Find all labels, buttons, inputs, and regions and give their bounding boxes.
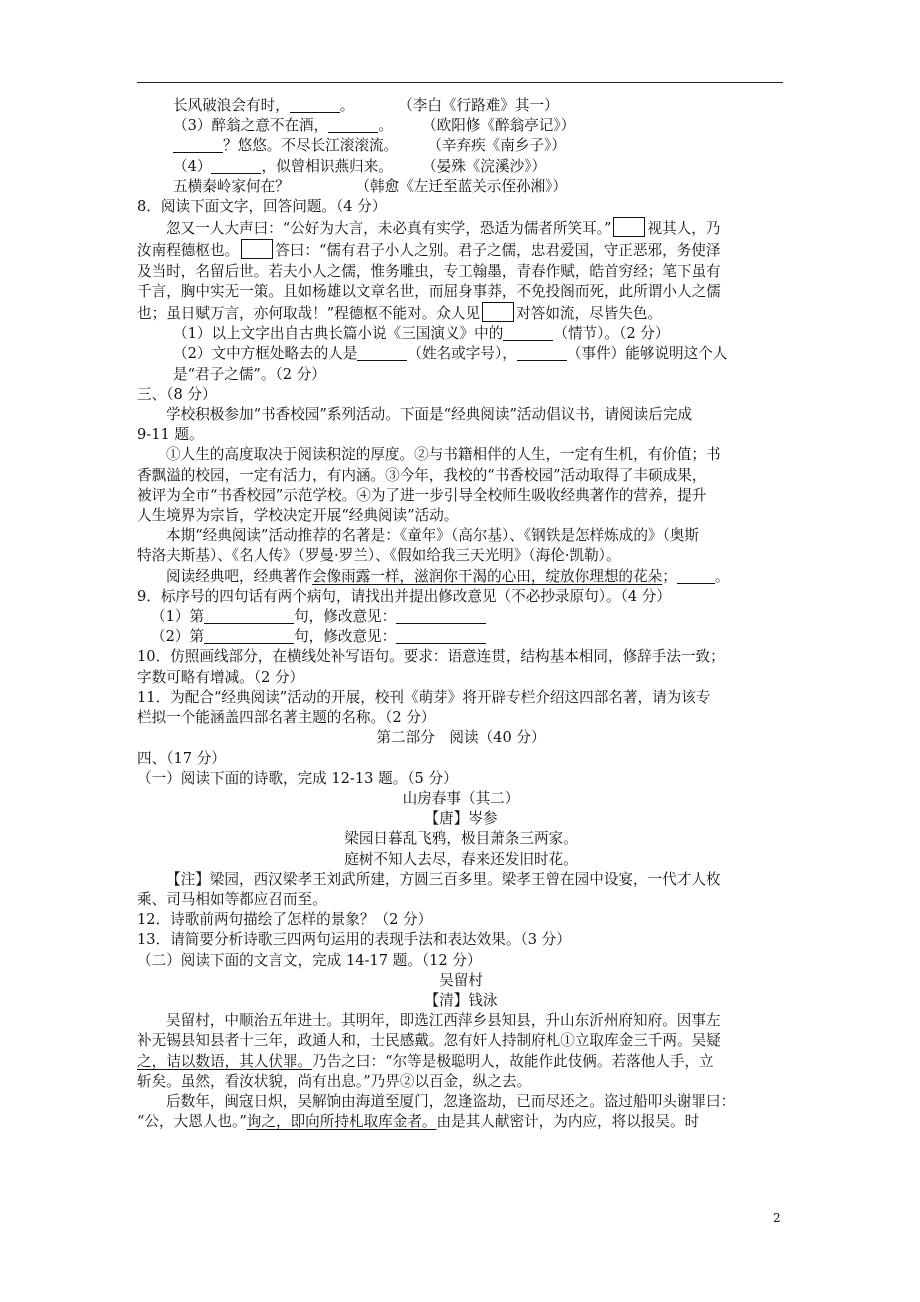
section-heading: 四、（17 分） <box>137 749 226 767</box>
answer-blank <box>211 158 261 174</box>
text: （2）文中方框处略去的人是 <box>173 345 358 363</box>
text: ？悠悠。不尽长江滚滚流。 （辛弃疾《南乡子》） <box>223 137 566 155</box>
passage-line: 千言，胸中实无一策。且如杨雄以文章名世，而屈身事莽，不免投阁而死，此所谓小人之儒 <box>137 282 721 300</box>
answer-blank <box>204 608 294 624</box>
text: （4） <box>173 157 212 175</box>
omitted-name-box <box>241 239 273 259</box>
poem-author: 【唐】岑参 <box>424 810 498 828</box>
note-line: 【注】梁园，西汉梁孝王刘武所建，方圆三百多里。梁孝王曾在园中设宴，一代才人枚 <box>166 870 721 888</box>
text: 阅读经典吧，经典著作 <box>166 567 312 585</box>
question-line: 栏拟一个能涵盖四部名著主题的名称。（2 分） <box>137 709 436 727</box>
part-heading: 第二部分 阅读（40 分） <box>376 729 546 747</box>
answer-blank <box>396 628 486 644</box>
text: 。 （欧阳修《醉翁亭记》） <box>378 117 576 135</box>
answer-blank <box>328 117 378 133</box>
text: “公，大恩人也。” <box>137 1113 247 1131</box>
question-heading: 11．为配合“经典阅读”活动的开展，校刊《萌芽》将开辟专栏介绍这四部名著，请为该专 <box>137 688 711 706</box>
text: ； <box>662 567 677 585</box>
passage-line: 本期“经典阅读”活动推荐的名著是：《童年》（高尔基）、《钢铁是怎样炼成的》（奥斯 <box>166 527 699 545</box>
document-body <box>137 96 785 1132</box>
passage-line: 后数年，闽寇日炽，吴解饷由海道至厦门，忽逢盗劫，已而尽还之。盗过船叩头谢罪曰： <box>166 1092 736 1110</box>
passage-line: 特洛夫斯基）、《名人传》（罗曼·罗兰）、《假如给我三天光明》（海伦·凯勒）。 <box>137 547 621 565</box>
sub-question <box>137 627 785 647</box>
passage-line: 学校积极参加“书香校园”系列活动。下面是“经典阅读”活动倡议书，请阅读后完成 <box>166 406 693 424</box>
answer-blank <box>503 325 553 341</box>
text: 乃告之曰：“尔等是极聪明人，故能作此伎俩。若落他人手，立 <box>312 1052 714 1070</box>
answer-blank <box>204 628 294 644</box>
answer-blank <box>173 137 223 153</box>
text: 忽又一人大声曰：“公好为大言，未必真有实学，恐适为儒者所笑耳。” <box>166 220 612 238</box>
text: 汝南程德枢也。 <box>137 242 240 260</box>
omitted-name-box <box>482 302 514 322</box>
underlined-text: 询之，即向所持札取库金者。 <box>246 1113 437 1131</box>
text: 视其人，乃 <box>647 220 721 238</box>
text: 长风破浪会有时， <box>173 97 290 114</box>
sub-question <box>137 344 785 364</box>
passage-line <box>137 302 785 324</box>
question-heading: 13．请简要分析诗歌三四两句运用的表现手法和表达效果。（3 分） <box>137 931 571 949</box>
omitted-name-box <box>613 217 645 237</box>
poem-line: 梁园日暮乱飞鸦，极目萧条三两家。 <box>344 830 578 848</box>
sub-question: 是“君子之儒”。（2 分） <box>173 365 326 383</box>
answer-blank <box>396 608 486 624</box>
passage-line <box>137 567 785 587</box>
text: （事件）能够说明这个人 <box>566 345 728 363</box>
passage-line <box>137 1052 785 1072</box>
section-subheading: （一）阅读下面的诗歌，完成 12-13 题。（5 分） <box>137 769 458 787</box>
question-heading: 10．仿照画线部分，在横线处补写语句。要求：语意连贯，结构基本相同，修辞手法一致； <box>137 648 725 666</box>
text: （情节）。（2 分） <box>553 325 670 343</box>
passage-line <box>137 217 785 239</box>
text: （2）第 <box>151 628 205 646</box>
passage-line: 香飘溢的校园，一定有活力，有内涵。③今年，我校的“书香校园”活动取得了丰硕成果， <box>137 466 707 484</box>
text: （1）第 <box>151 608 205 626</box>
text: 答曰：“儒有君子小人之别。君子之儒，忠君爱国，守正恶邪，务使泽 <box>275 242 721 260</box>
page-number: 2 <box>773 1211 781 1225</box>
passage-line: 被评为全市“书香校园”示范学校。④为了进一步引导全校师生吸收经典著作的营养，提升 <box>137 486 707 504</box>
passage-line: 斩矣。虽然，看汝状貌，尚有出息。”乃畀②以百金，纵之去。 <box>137 1072 532 1090</box>
text: 句，修改意见： <box>294 608 397 626</box>
answer-blank <box>357 345 407 361</box>
passage-line: 9-11 题。 <box>137 426 204 444</box>
passage-line <box>137 239 785 261</box>
sub-question <box>137 324 785 344</box>
poem-line <box>137 96 785 116</box>
text: （姓名或字号）， <box>407 345 517 363</box>
question-heading: 9．标序号的四句话有两个病句，请找出并提出修改意见（不必抄录原句）。（4 分） <box>137 587 671 605</box>
text: 对答如流，尽皆失色。 <box>516 305 663 323</box>
answer-blank <box>517 345 567 361</box>
text: 由是其人献密计，为内应，将以报吴。时 <box>436 1113 700 1131</box>
text: 也；虽日赋万言，亦何取哉！”程德枢不能对。众人见 <box>137 305 481 323</box>
underlined-text: 会像雨露一样，滋润你干渴的心田，绽放你理想的花朵 <box>311 567 663 585</box>
answer-blank <box>290 97 340 113</box>
poem-line <box>137 157 785 177</box>
text: （3）醉翁之意不在酒， <box>173 117 329 135</box>
passage-line: 补无锡县知县者十三年，政通人和，士民感戴。忽有奸人持制府札①立取库金三千两。吴疑 <box>137 1032 721 1050</box>
question-line: 字数可略有增减。（2 分） <box>137 668 305 686</box>
poem-line: 五横秦岭家何在？ （韩愈《左迁至蓝关示侄孙湘》） <box>173 177 568 195</box>
passage-line: ①人生的高度取决于阅读积淀的厚度。②与书籍相伴的人生，一定有生机，有价值；书 <box>166 446 721 464</box>
text: （1）以上文字出自古典长篇小说《三国演义》中的 <box>173 325 504 343</box>
text: 。 （李白《行路难》其一） <box>339 97 559 114</box>
passage-line: 及当时，名留后世。若夫小人之儒，惟务雕虫，专工翰墨，青春作赋，皓首穷经；笔下虽有 <box>137 262 721 280</box>
header-rule <box>137 82 783 83</box>
poem-line <box>137 136 785 156</box>
passage-line: 人生境界为宗旨，学校决定开展“经典阅读”活动。 <box>137 507 459 525</box>
poem-line: 庭树不知人去尽，春来还发旧时花。 <box>344 850 578 868</box>
answer-blank <box>677 568 715 584</box>
text: 句，修改意见： <box>294 628 397 646</box>
passage-line <box>137 1112 785 1132</box>
sub-question <box>137 607 785 627</box>
question-heading: 12．诗歌前两句描绘了怎样的景象？（2 分） <box>137 911 433 929</box>
question-heading: 8．阅读下面文字，回答问题。（4 分） <box>137 198 387 216</box>
note-line: 乘、司马相如等都应召而至。 <box>137 890 327 908</box>
underlined-text: 之，诘以数语，其人伏罪。 <box>137 1052 313 1070</box>
essay-title: 吴留村 <box>439 971 483 989</box>
essay-author: 【清】钱泳 <box>424 991 498 1009</box>
text: ，似曾相识燕归来。 （晏殊《浣溪沙》） <box>261 157 547 175</box>
passage-line: 吴留村，中顺治五年进士。其明年，即选江西萍乡县知县，升山东沂州府知府。因事左 <box>166 1012 721 1030</box>
text: 。 <box>714 567 730 585</box>
section-subheading: （二）阅读下面的文言文，完成 14-17 题。（12 分） <box>137 951 482 969</box>
poem-title: 山房春事（其二） <box>402 789 520 807</box>
poem-line <box>137 116 785 136</box>
section-heading: 三、（8 分） <box>137 385 217 403</box>
